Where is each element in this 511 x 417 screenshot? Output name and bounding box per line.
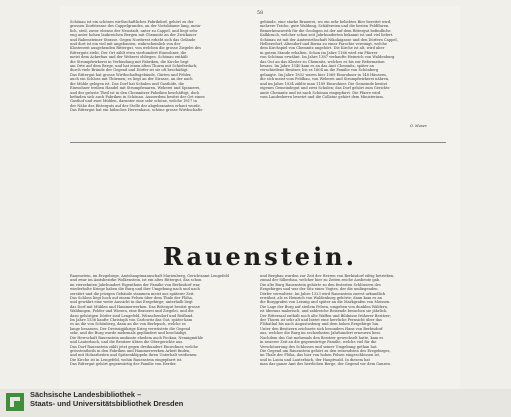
text-line: Flöhathal bis nach Augustusburg und dem hohen Erzgebirge hin. bbox=[260, 322, 380, 327]
upper-left-column bbox=[70, 20, 248, 130]
text-line: die Burggrafen von Leisnig und später an die Markgrafen von Meissen. bbox=[260, 300, 391, 305]
text-line: und gewährt eine weite Aussicht in das Erzgebirge; unterhalb liegt bbox=[70, 300, 193, 305]
text-line: Schönau ist mit der Amtswirthschaft Nikolaigasse und den Dörfern Cappel, bbox=[260, 37, 398, 42]
text-line: und im Jahre 1834 zählte man 1189 Einwohner. Die Gemeinde besitzt bbox=[260, 81, 388, 86]
text-line: Die Kirche ist in Lengefeld, wohin Rauenstein eingepfarrt ist. bbox=[70, 357, 183, 362]
text-line: verschiedene Besitzer, bis es 1604 an die Familie von Schönberg bbox=[260, 68, 379, 73]
text-line: Die Herrschaft Rauenstein umfasste ehedem auch Pockau, Nennigmühle bbox=[70, 335, 204, 340]
library-name bbox=[30, 390, 183, 408]
text-line: gelangte. Im Jahre 1832 waren hier 1069 Einwohner in 148 Häusern, bbox=[260, 72, 387, 77]
text-line: Verschönerung des Schlosses und seiner Umgebung gethan hat. bbox=[260, 344, 378, 349]
text-line: erwähnt, als es Heinrich von Waldenburg gehörte; dann kam es an bbox=[260, 296, 382, 301]
text-line: und zwar im Amtsbezirke Wolkenstein, ist ein altes Rittergut, das schon bbox=[70, 278, 202, 283]
text-line: im vierzehnten Jahrhundert Eigenthum der Familie von Berbisdorf war, bbox=[70, 282, 201, 287]
text-line: ist überaus malerisch, und zahlreiche Reisende besuchen sie jährlich. bbox=[260, 309, 388, 314]
text-line: im Thale der Flöha, das hier von hohen Felsen eingeschlossen ist, bbox=[260, 353, 381, 358]
text-line: und der grösste Theil ist in den Chemnitzer Fabriken beschäftigt, doch bbox=[70, 90, 200, 95]
library-name-line-1: Sächsische Landesbibliothek – bbox=[30, 390, 142, 399]
text-line: dazu gehörigen Dörfer sind Lengefeld, Wünschendorf und Reifland. bbox=[70, 313, 194, 318]
text-line: grossen Dorfstrasse des Cappelgrundes, an der Vortsbäume lang, mein- bbox=[70, 24, 202, 29]
text-line: und Rabensteiner Strasse. Gegen Nordwest erhebt sich das Gelände bbox=[70, 37, 196, 42]
text-line: das Dorf mit Mühlen und Hammerwerken. Das Rittergut besitzt grosse bbox=[70, 304, 200, 309]
text-line: man das ganze Amt des herrlichen Berge, der Gegend vor dem Ganzen. bbox=[260, 362, 391, 367]
text-line: amte Chemnitz und ist nach Schönau eingepfarrt. Die Pfarre wird bbox=[260, 90, 381, 95]
text-line: am Orte auf dem Berge, und hat einen alten Thurm mit Schieferdach; bbox=[70, 64, 198, 69]
section-divider bbox=[70, 142, 446, 143]
upper-right-column bbox=[260, 20, 446, 110]
library-name-line-2: Staats- und Universitätsbibliothek Dresden bbox=[30, 399, 184, 408]
text-line: wiederholte Kriege haben die Burg und ihre Umgebung nach und nach bbox=[70, 287, 200, 292]
text-line: Schönau ist ein schönes wirthschaftliches Fabrikdorf, gehört zu der bbox=[70, 20, 194, 24]
text-line: gebäude, eine starke Brauerei, wo ein sehr beliebtes Bier bereitet wird, bbox=[260, 20, 392, 24]
text-line: und Bergbau wurden zur Zeit der Herren von Berbisdorf eifrig betrieben, bbox=[260, 274, 395, 278]
text-line: Rauenstein, im Erzgebirge, Amtshauptmannschaft Marienberg, Gerichtsamt Lengefeld bbox=[70, 274, 229, 278]
text-line: Das Schloss liegt hoch auf einem Felsen über dem Thale der Flöha, bbox=[70, 296, 193, 301]
lower-right-column bbox=[260, 274, 446, 370]
text-line: Die Lage der Burg auf steilem Felsen, umgeben von dunklen Wäldern, bbox=[260, 304, 389, 309]
text-line: Helbersdorf, Altendorf und Borna zu einer Parochie vereinigt, welche bbox=[260, 42, 387, 47]
text-line: Unter den Besitzern zeichnete sich besonders Hans von Berbisdorf bbox=[260, 326, 383, 331]
text-line: es an die von Schönberg, dann an die von Berlepsch, welche es bbox=[70, 322, 186, 327]
text-line: vom Landesherrn besetzt und die Collatur gehört dem Ministerium. bbox=[260, 94, 384, 99]
text-line: der Nähe des Ritterguts auf der Stelle der abgebrannten erbaut wurde. bbox=[70, 103, 201, 108]
text-line: lange besassen. Der Dreissigjährige Krieg verwüstete die Gegend bbox=[70, 326, 191, 331]
text-line: befinden sich auch Fabriken in Schönau. Ausserdem besitzt der Ort einen bbox=[70, 94, 205, 99]
text-line: Das Rittergut gehört gegenwärtig der Familie von Herder. bbox=[70, 362, 177, 367]
text-line: grösstentheils in den Fabriken und Hammerwerken Arbeit finden, bbox=[70, 348, 191, 353]
text-line: Nachdem das Gut mehrmals den Besitzer gewechselt hatte, kam es bbox=[260, 335, 384, 340]
text-line: der Thurm ist sehr alt und bietet eine herrliche Fernsicht über das bbox=[260, 318, 382, 323]
slub-logo-icon bbox=[6, 393, 24, 411]
library-footer bbox=[0, 389, 511, 417]
text-line: Gasthof und zwei Mühlen, darunter eine sehr schöne, welche 1817 in bbox=[70, 99, 197, 104]
text-line: Ritterguts steht. Der Ort zählt etwa vierhundert Einwohner, die bbox=[70, 50, 187, 55]
text-line: Einwohner treiben Handel mit Strumpfwaaren, Weberei und Spinnerei, bbox=[70, 86, 201, 91]
text-line: mehrere Teiche, gute Waldung, Schäfereien und die besten Feldfluren. bbox=[260, 24, 390, 29]
text-line: Erzgebirges und war der Sitz eines Vogtes, der die umliegenden bbox=[260, 287, 378, 292]
text-line: Die Gegend um Rauenstein gehört zu den reizendsten des Erzgebirges, bbox=[260, 348, 391, 353]
text-line: Im Jahre 1536 kaufte Christoph von Carlowitz das Gut, später kam bbox=[70, 318, 193, 323]
text-line: in neuerer Zeit an die gegenwärtige Familie, welche viel für die bbox=[260, 340, 377, 345]
page-number: 58 bbox=[256, 10, 264, 16]
text-line: zerstört und die jetzigen Gebäude stammen meist aus späterer Zeit. bbox=[70, 291, 195, 296]
text-line: Klosterzeit ausgehenden Rittergut, von welchen die grosse Ziegelei des bbox=[70, 46, 201, 51]
article-signature: O. Moser. bbox=[410, 124, 428, 128]
text-line: Waldungen, Felder und Wiesen, eine Brauerei und Ziegelei, und die bbox=[70, 309, 194, 314]
text-line: lich, steil, zuvor ebenso der Neustadt, unter zu Cappel, und liegt sehr bbox=[70, 28, 198, 33]
text-line: in gutem Stande erhalten. Schon im Jahre 1166 wird ein Pfarrer bbox=[260, 50, 378, 55]
text-line: aus, welcher die Burg im sechzehnten Jahrhundert erneuern liess. bbox=[260, 331, 382, 336]
text-line: von Schönau erwähnt. Im Jahre 1387 verkaufte Heinrich von Waldenburg bbox=[260, 55, 395, 60]
text-line: Dörfer verwaltete. Im Jahre 1323 wird Rauenstein zuerst urkundlich bbox=[260, 291, 386, 296]
text-line: Das Rittergut hat ein hübsches Herrenhaus, schöne grosse Wirthschafts- bbox=[70, 108, 204, 113]
text-line: meist dem Ackerbau und der Weberei obliegen. Schönau enthält bbox=[70, 55, 188, 60]
text-line: Bemerkenswerth für die Geologen ist der auf dem Rittergut befindliche bbox=[260, 28, 391, 33]
text-line: durch viele Brände der Gegend und Dörfer ist sie oft beschädigt. bbox=[70, 68, 189, 73]
text-line: Das Dorf Rauenstein zählt jetzt gegen dreihundert Einwohner, welche bbox=[70, 344, 198, 349]
text-line: und mit Holzarbeiten und Spitzenklöppeln ihren Unterhalt verdienen. bbox=[70, 353, 198, 358]
text-line: eigenes Gemeindegut und zwei Schulen; das Dorf gehört zum Gerichts- bbox=[260, 86, 391, 91]
text-line: Der Rittersaal enthält noch alte Waffen und Bildnisse früherer Besitzer; bbox=[260, 313, 391, 318]
text-line: und in Lauta und Lauterbach, der Hauptwald. In diesem hat bbox=[260, 357, 370, 362]
text-line: Kalkbruch, welcher schon seit Jahrhunderten bekannt ist und viel liefert. bbox=[260, 33, 394, 38]
text-line: Das Rittergut hat grosse Wirthschaftsgebäude, Gärten und Felder, bbox=[70, 72, 192, 77]
text-line: dem Kirchspiel von Chemnitz angehört. Die Kirche ist alt, wird aber bbox=[260, 46, 385, 51]
lower-left-column bbox=[70, 274, 248, 370]
text-line: Die alte Burg Rauenstein gehörte zu den festesten Schlössern des bbox=[260, 282, 381, 287]
text-line: eng unter hohen laubreichen Bergen mit Chemnitz an der Zwickauer bbox=[70, 33, 197, 38]
document-page bbox=[60, 6, 460, 406]
text-line: besass. Im Jahre 1540 kam es an das Amt Chemnitz, später an bbox=[260, 64, 374, 69]
text-line: und Lauterbach, und die Besitzer übten die Obergerichte aus. bbox=[70, 340, 184, 345]
text-line: auch ein Schloss mit Thürmen; es liegt an der Strasse, an der auch bbox=[70, 77, 193, 82]
text-line: zumal der Silberbau, welcher hier zu Zeiten reiche Ausbeute gab. bbox=[260, 278, 381, 283]
text-line: sehr, und die Burg wurde mehrmals geplündert und beschädigt. bbox=[70, 331, 188, 336]
text-line: das Gut an das Kloster zu Chemnitz, welches es bis zur Reformation bbox=[260, 59, 385, 64]
article-title: Rauenstein. bbox=[162, 242, 357, 271]
text-line: die Strumpfwirkerei in Verbindung mit Fabriken, die Kirche liegt bbox=[70, 59, 189, 64]
text-line: die Mühle gelegen ist. Das Dorf hat Schulen und Gasthöfe, die bbox=[70, 81, 185, 86]
text-line: die sich meist vom Feldbau, von Weberei und Strumpfwirkerei nähren, bbox=[260, 77, 390, 82]
text-line: und dort ist ein viel mit angebauten, wahrscheinlich von der bbox=[70, 42, 181, 47]
